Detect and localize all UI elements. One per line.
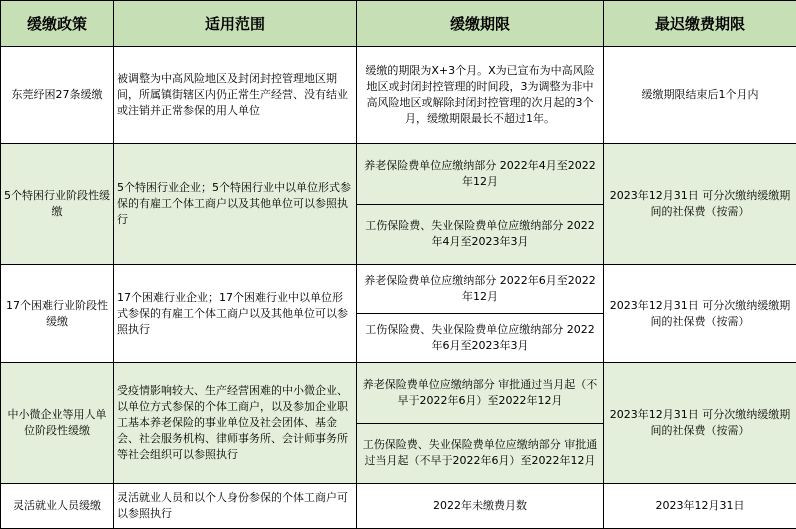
policy-cell: 中小微企业等用人单位阶段性缓缴 <box>1 363 114 484</box>
table-row <box>1 144 796 204</box>
period-cell-injury-unemployment: 工伤保险费、失业保险费单位应缴纳部分 2022年4月至2023年3月 <box>357 204 604 264</box>
table-row <box>1 264 796 313</box>
table-row <box>1 47 796 144</box>
policy-cell: 灵活就业人员缓缴 <box>1 483 114 528</box>
period-cell: 2022年未缴费月数 <box>357 483 604 528</box>
deadline-cell: 2023年12月31日 可分次缴纳缓缴期间的社保费（按需） <box>604 144 796 265</box>
header-policy: 缓缴政策 <box>1 1 114 47</box>
header-scope: 适用范围 <box>114 1 357 47</box>
scope-cell: 灵活就业人员和以个人身份参保的个体工商户可以参照执行 <box>114 483 357 528</box>
policy-cell: 17个困难行业阶段性缓缴 <box>1 264 114 362</box>
policy-cell: 东莞纾困27条缓缴 <box>1 47 114 144</box>
deadline-cell: 2023年12月31日 <box>604 483 796 528</box>
deadline-cell: 缓缴期限结束后1个月内 <box>604 47 796 144</box>
period-cell-injury-unemployment: 工伤保险费、失业保险费单位应缴纳部分 2022年6月至2023年3月 <box>357 314 604 363</box>
table-row <box>1 363 796 423</box>
table-row <box>1 483 796 528</box>
scope-cell: 17个困难行业企业；17个困难行业中以单位形式参保的有雇工个体工商户以及其他单位可以参照执行 <box>114 264 357 362</box>
deadline-cell: 2023年12月31日 可分次缴纳缓缴期间的社保费（按需） <box>604 363 796 484</box>
period-cell: 缓缴的期限为X+3个月。X为已宣布为中高风险地区或封闭封控管理的时间段，3为调整为非中高风险地区或解除封闭封控管理的次月起的3个月，缓缴期限最长不超过1年。 <box>357 47 604 144</box>
scope-cell: 受疫情影响较大、生产经营困难的中小微企业、以单位方式参保的个体工商户，以及参加企业职工基本养老保险的事业单位及社会团体、基金会、社会服务机构、律师事务所、会计师事务所等社会组织可以参照执行 <box>114 363 357 484</box>
header-deadline: 最迟缴费期限 <box>604 1 796 47</box>
period-cell-pension: 养老保险费单位应缴纳部分 2022年4月至2022年12月 <box>357 144 604 204</box>
period-cell-pension: 养老保险费单位应缴纳部分 审批通过当月起（不早于2022年6月）至2022年12月 <box>357 363 604 423</box>
deadline-cell: 2023年12月31日 可分次缴纳缓缴期间的社保费（按需） <box>604 264 796 362</box>
policy-cell: 5个特困行业阶段性缓缴 <box>1 144 114 265</box>
scope-cell: 被调整为中高风险地区及封闭封控管理地区期间，所属镇街辖区内仍正常生产经营、没有结业或注销并正常参保的用人单位 <box>114 47 357 144</box>
period-cell-injury-unemployment: 工伤保险费、失业保险费单位应缴纳部分 审批通过当月起（不早于2022年6月）至2022年12月 <box>357 423 604 483</box>
period-cell-pension: 养老保险费单位应缴纳部分 2022年6月至2022年12月 <box>357 264 604 313</box>
header-row <box>1 1 796 47</box>
scope-cell: 5个特困行业企业；5个特困行业中以单位形式参保的有雇工个体工商户以及其他单位可以参照执行 <box>114 144 357 265</box>
header-period: 缓缴期限 <box>357 1 604 47</box>
